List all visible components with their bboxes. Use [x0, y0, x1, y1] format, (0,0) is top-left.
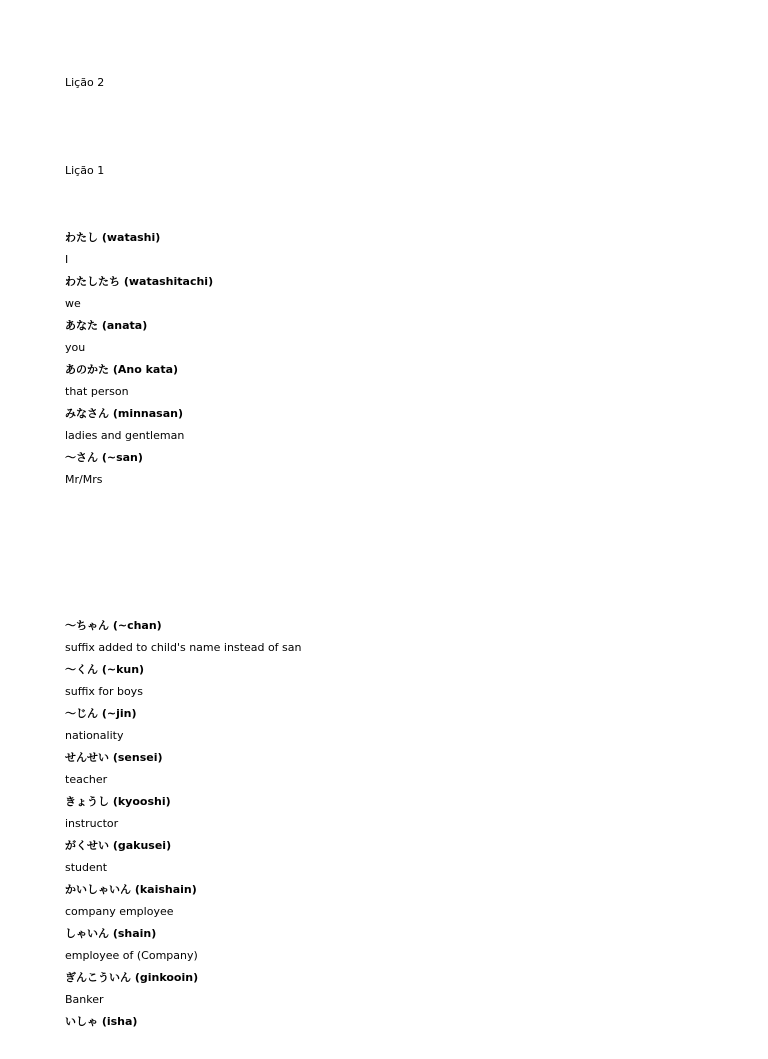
vocab-meaning: company employee	[65, 905, 174, 918]
vocab-group-2	[65, 619, 302, 1059]
vocab-term: みなさん (minnasan)	[65, 407, 184, 420]
vocab-term: ～さん (~san)	[65, 451, 143, 464]
vocab-term: ～くん (~kun)	[65, 663, 145, 676]
vocab-meaning: suffix added to child's name instead of san	[65, 641, 302, 654]
vocab-meaning: instructor	[65, 817, 119, 830]
vocab-entry	[65, 1015, 302, 1059]
vocab-meaning: student	[65, 861, 108, 874]
vocab-term: しゃいん (shain)	[65, 927, 157, 940]
vocab-entry	[65, 751, 302, 795]
vocab-term: ぎんこういん (ginkooin)	[65, 971, 199, 984]
vocab-term: いしゃ (isha)	[65, 1015, 138, 1028]
lesson-2-heading: Lição 2	[65, 76, 105, 89]
vocab-meaning: I	[65, 253, 69, 266]
vocab-entry	[65, 795, 302, 839]
vocab-entry	[65, 275, 213, 319]
vocab-term: わたしたち (watashitachi)	[65, 275, 214, 288]
vocab-entry	[65, 451, 213, 495]
vocab-meaning: nationality	[65, 729, 124, 742]
vocab-term: あのかた (Ano kata)	[65, 363, 179, 376]
vocab-meaning: employee of (Company)	[65, 949, 198, 962]
vocab-term: がくせい (gakusei)	[65, 839, 172, 852]
vocab-term: あなた (anata)	[65, 319, 148, 332]
vocab-entry	[65, 883, 302, 927]
vocab-term: ～ちゃん (~chan)	[65, 619, 162, 632]
vocab-entry	[65, 363, 213, 407]
vocab-entry	[65, 707, 302, 751]
vocab-term: かいしゃいん (kaishain)	[65, 883, 197, 896]
vocab-group-1	[65, 231, 213, 495]
vocab-meaning: Mr/Mrs	[65, 473, 103, 486]
vocab-meaning: ladies and gentleman	[65, 429, 185, 442]
vocab-meaning: that person	[65, 385, 129, 398]
vocab-entry	[65, 407, 213, 451]
vocab-meaning: we	[65, 297, 81, 310]
vocab-meaning: you	[65, 341, 86, 354]
vocab-meaning	[65, 1037, 302, 1059]
vocab-meaning: Banker	[65, 993, 104, 1006]
vocab-entry	[65, 619, 302, 663]
vocab-entry	[65, 319, 213, 363]
vocab-entry	[65, 927, 302, 971]
vocab-entry	[65, 231, 213, 275]
vocab-term: せんせい (sensei)	[65, 751, 163, 764]
vocab-meaning: teacher	[65, 773, 108, 786]
vocab-term: きょうし (kyooshi)	[65, 795, 171, 808]
vocab-term: ～じん (~jin)	[65, 707, 137, 720]
vocab-term: わたし (watashi)	[65, 231, 161, 244]
vocab-entry	[65, 839, 302, 883]
vocab-entry	[65, 971, 302, 1015]
vocab-entry	[65, 663, 302, 707]
vocab-meaning: suffix for boys	[65, 685, 143, 698]
lesson-1-heading: Lição 1	[65, 164, 105, 177]
